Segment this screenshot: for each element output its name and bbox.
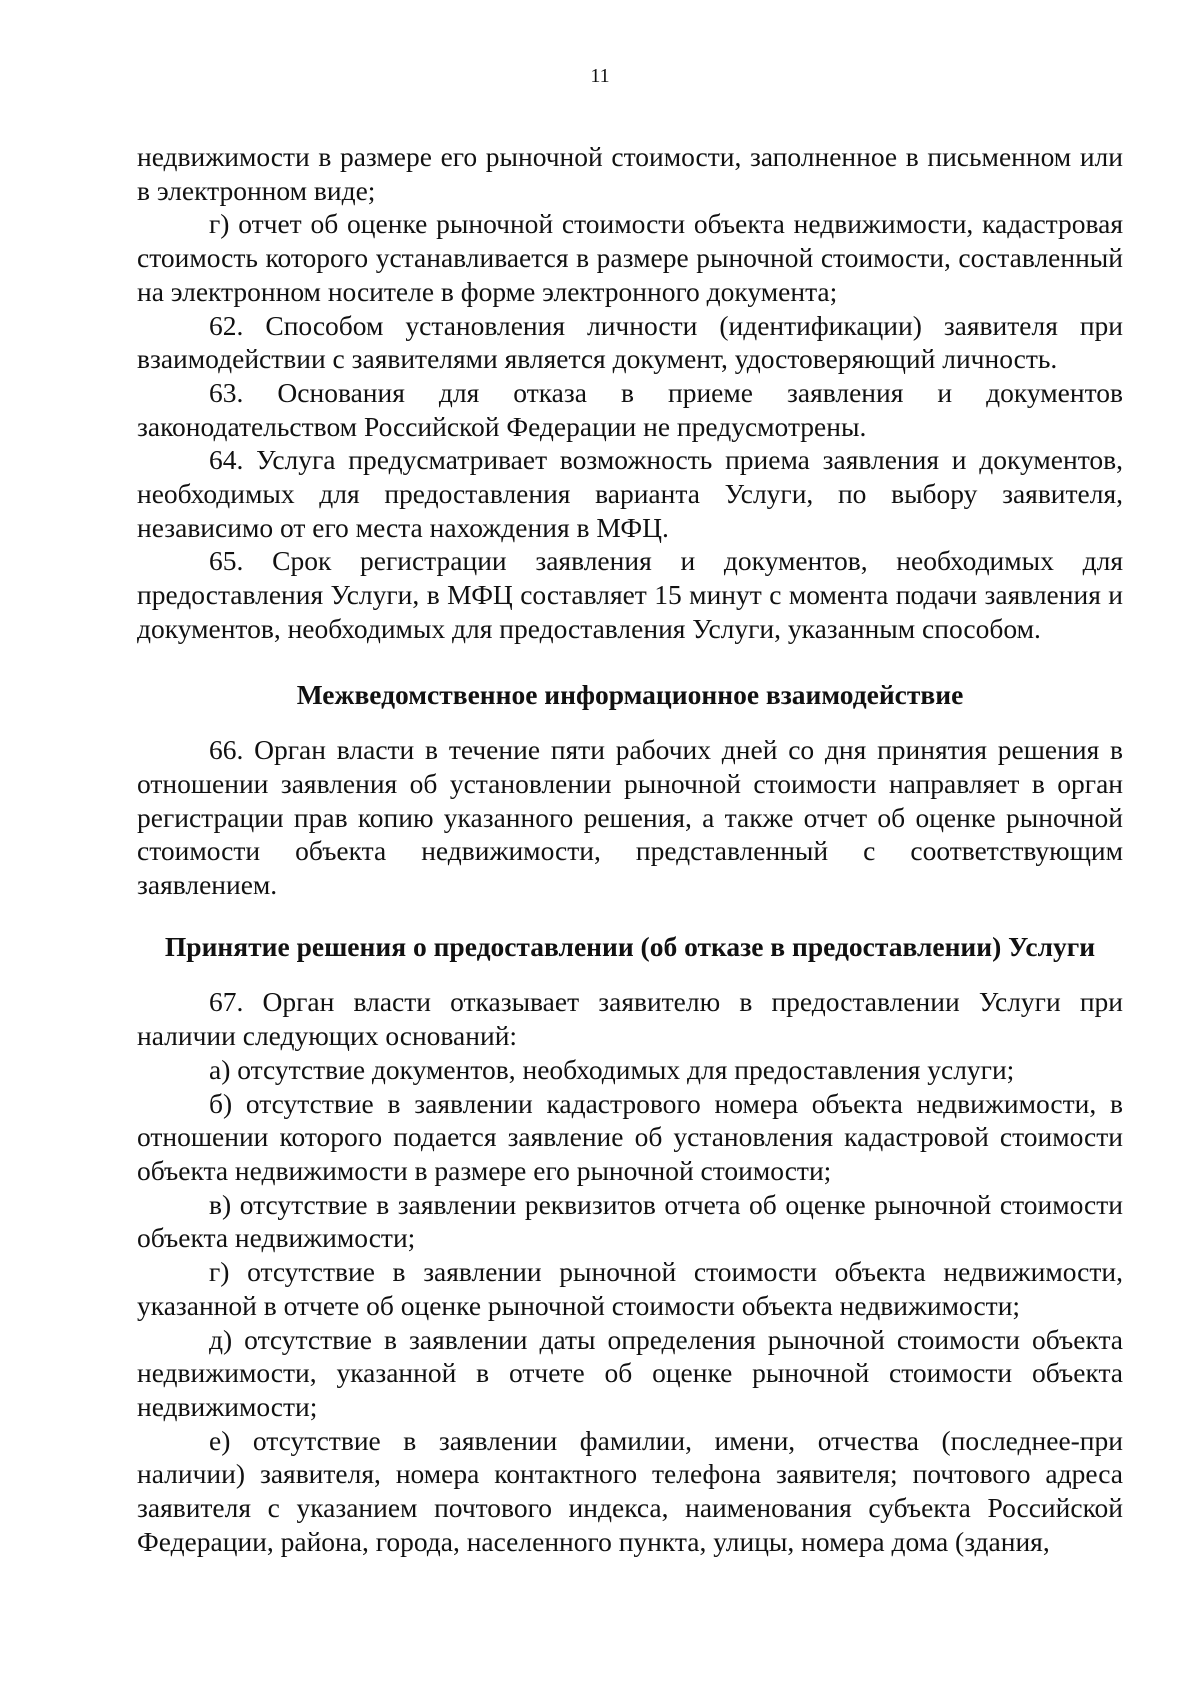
paragraph-67-d: д) отсутствие в заявлении даты определения рыночной стоимости объекта недвижимости, указанной в отчете об оценке рыночной стоимости объекта недвижимости; (137, 1323, 1123, 1422)
page-number: 11 (590, 65, 610, 87)
paragraph-63: 63. Основания для отказа в приеме заявления и документов законодательством Российской Федерации не предусмотрены. (137, 376, 1123, 442)
paragraph-item-g: г) отчет об оценке рыночной стоимости объекта недвижимости, кадастровая стоимость которого устанавливается в размере рыночной стоимости, составленный на электронном носителе в форме электронного документа; (137, 208, 1123, 307)
paragraph-67-v: в) отсутствие в заявлении реквизитов отчета об оценке рыночной стоимости объекта недвижимости; (137, 1188, 1123, 1254)
paragraph-67: 67. Орган власти отказывает заявителю в предоставлении Услуги при наличии следующих оснований: (137, 986, 1123, 1052)
paragraph-66: 66. Орган власти в течение пяти рабочих дней со дня принятия решения в отношении заявления об установлении рыночной стоимости направляет в орган регистрации прав копию указанного решения, а также отчет об оценке рыночной стоимости объекта недвижимости, представленный с соответствующим заявлением. (137, 734, 1123, 901)
section-heading-interagency: Межведомственное информационное взаимодействие (296, 678, 964, 710)
paragraph-64: 64. Услуга предусматривает возможность приема заявления и документов, необходимых для предоставления варианта Услуги, по выбору заявителя, независимо от его места нахождения в МФЦ. (137, 444, 1123, 543)
section-heading-decision: Принятие решения о предоставлении (об отказе в предоставлении) Услуги (164, 930, 1096, 962)
paragraph-62: 62. Способом установления личности (идентификации) заявителя при взаимодействии с заявителями является документ, удостоверяющий личность. (137, 309, 1123, 375)
paragraph-67-a: а) отсутствие документов, необходимых для предоставления услуги; (209, 1053, 1015, 1085)
paragraph-67-b: б) отсутствие в заявлении кадастрового номера объекта недвижимости, в отношении которого подается заявление об установления кадастровой стоимости объекта недвижимости в размере его рыночной стоимости; (137, 1087, 1123, 1186)
document-body (137, 140, 1123, 1558)
paragraph-67-g: г) отсутствие в заявлении рыночной стоимости объекта недвижимости, указанной в отчете об оценке рыночной стоимости объекта недвижимости; (137, 1256, 1123, 1321)
paragraph-continuation: недвижимости в размере его рыночной стоимости, заполненное в письменном или в электронном виде; (137, 141, 1123, 206)
paragraph-65: 65. Срок регистрации заявления и документов, необходимых для предоставления Услуги, в МФЦ составляет 15 минут с момента подачи заявления и документов, необходимых для предоставления Услуги, указанным способом. (137, 545, 1123, 644)
paragraph-67-e: е) отсутствие в заявлении фамилии, имени, отчества (последнее-при наличии) заявителя, номера контактного телефона заявителя; почтового адреса заявителя с указанием почтового индекса, наименования субъекта Российской Федерации, района, города, населенного пункта, улицы, номера дома (здания, (137, 1424, 1123, 1557)
